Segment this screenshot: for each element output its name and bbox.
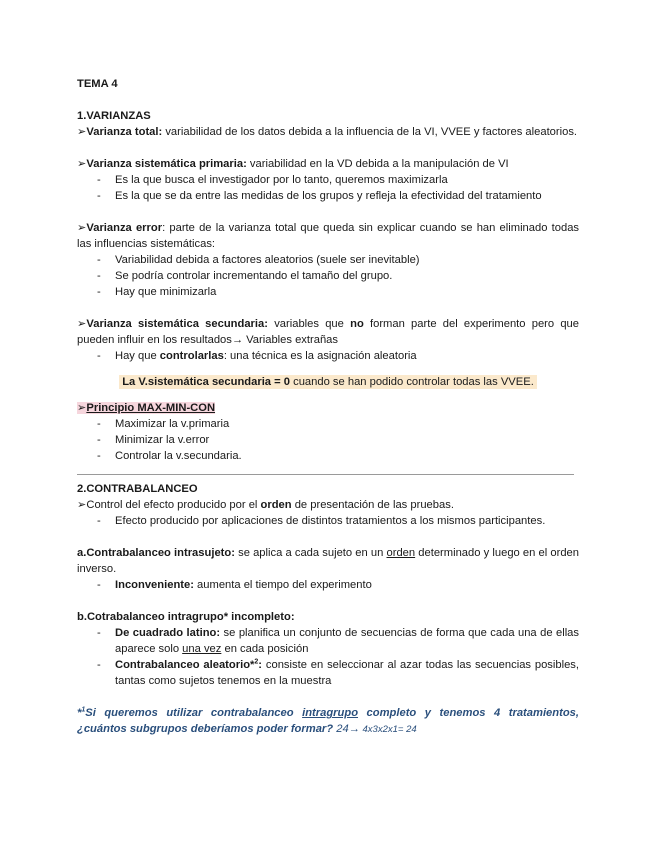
- q-post: completo y tenemos 4 tratamientos,¿cuántos subgrupos deberíamos poder formar?: [77, 707, 580, 735]
- section-tema: TEMA 4: [77, 78, 118, 90]
- bullet-arrow: ➢: [77, 499, 87, 511]
- section-divider: [77, 474, 574, 475]
- item-pre: Hay que: [115, 350, 160, 362]
- item2-colon: :: [258, 659, 263, 671]
- item-bold: Inconveniente:: [115, 579, 194, 591]
- list-item: - Es la que busca el investigador por lo tanto, queremos maximizarla: [97, 172, 579, 188]
- term-intrasujeto: a.Contrabalanceo intrasujeto:: [77, 547, 235, 559]
- bullet-arrow: ➢: [77, 126, 87, 138]
- def-part1: variables que: [267, 318, 351, 330]
- list-primaria: [77, 172, 579, 204]
- para-varianza-secundaria: [77, 316, 579, 348]
- def-varianza-error: : parte de la varianza total que queda sin explicar cuando se han eliminado todas las influencias sistemáticas:: [77, 222, 580, 250]
- list-intragrupo: [77, 625, 579, 689]
- list-principio: [77, 416, 579, 464]
- a-post: determinado y luego en el orden inverso.: [77, 547, 579, 575]
- list-item: - Efecto producido por aplicaciones de distintos tratamientos a los mismos participantes.: [97, 513, 579, 529]
- intro-bold: orden: [260, 499, 292, 511]
- list-item: - Maximizar la v.primaria: [97, 416, 579, 432]
- q-sup: 1: [81, 706, 86, 714]
- list-intro: [77, 513, 579, 529]
- q-mark: *: [77, 707, 82, 719]
- term-varianza-error: Varianza error: [86, 222, 163, 234]
- word-no: no: [350, 318, 364, 330]
- list-secundaria: [77, 348, 579, 364]
- bullet-arrow: ➢: [77, 158, 87, 170]
- list-item: - Hay que minimizarla: [97, 284, 579, 300]
- intro-post: de presentación de las pruebas.: [291, 499, 454, 511]
- para-intro-contrabalanceo: [77, 497, 579, 513]
- def-part2: forman parte del experimento pero que pueden influir en los resultados→ Variables extrañas: [77, 318, 579, 346]
- intro-pre: Control del efecto producido por el: [86, 499, 261, 511]
- note-bold: La V.sistemática secundaria = 0: [122, 376, 290, 388]
- list-error: [77, 252, 579, 300]
- list-item: - Es la que se da entre las medidas de los grupos y refleja la efectividad del tratamiento: [97, 188, 579, 204]
- principio-highlight: [77, 402, 215, 414]
- term-varianza-primaria: Varianza sistemática primaria:: [86, 158, 247, 170]
- bullet-arrow: ➢: [77, 318, 87, 330]
- q-pre: Si queremos utilizar contrabalanceo: [85, 707, 303, 719]
- a-pre: se aplica a cada sujeto en un: [234, 547, 387, 559]
- bullet-arrow: ➢: [77, 222, 87, 234]
- item1-underline: una vez: [182, 643, 222, 655]
- list-item: - Variabilidad debida a factores aleatorios (suele ser inevitable): [97, 252, 579, 268]
- list-item: - Minimizar la v.error: [97, 432, 579, 448]
- list-item: [97, 625, 579, 657]
- note-text: cuando se han podido controlar todas las VVEE.: [290, 376, 534, 388]
- bullet-arrow: ➢: [77, 402, 87, 414]
- term-intragrupo: b.Cotrabalanceo intragrupo* incompleto:: [77, 611, 295, 623]
- def-varianza-total: variabilidad de los datos debida a la influencia de la VI, VVEE y factores aleatorios.: [162, 126, 578, 138]
- highlight-note: [77, 374, 579, 390]
- item1-bold: De cuadrado latino:: [115, 627, 221, 639]
- q-calc: 4x3x2x1= 24: [359, 724, 417, 735]
- list-item: - Se podría controlar incrementando el tamaño del grupo.: [97, 268, 579, 284]
- q-underline: intragrupo: [302, 707, 359, 719]
- item2-sup: 2: [254, 658, 259, 666]
- item2-text: consiste en seleccionar al azar todas las secuencias posibles, tantas como sujetos tenemos en la muestra: [115, 659, 580, 687]
- para-principio: [77, 400, 579, 416]
- item1-pre: se planifica un conjunto de secuencias de forma que cada una de ellas aparece solo: [115, 627, 579, 655]
- def-varianza-primaria: variabilidad en la VD debida a la manipulación de VI: [246, 158, 509, 170]
- list-item: [97, 348, 579, 364]
- list-item: - Controlar la v.secundaria.: [97, 448, 579, 464]
- question-note: [77, 705, 579, 738]
- list-item: [97, 577, 579, 593]
- para-varianza-primaria: [77, 156, 579, 172]
- term-principio: Principio MAX-MIN-CON: [86, 402, 216, 414]
- list-intrasujeto: [77, 577, 579, 593]
- highlight-box: [119, 375, 537, 389]
- heading-contrabalanceo: 2.CONTRABALANCEO: [77, 483, 198, 495]
- item-text: aumenta el tiempo del experimento: [193, 579, 372, 591]
- para-varianza-total: [77, 124, 579, 140]
- para-intrasujeto: [77, 545, 579, 577]
- list-item: [97, 657, 579, 689]
- item2-bold: Contrabalanceo aleatorio*: [115, 659, 255, 671]
- term-varianza-total: Varianza total:: [86, 126, 163, 138]
- term-varianza-secundaria: Varianza sistemática secundaria:: [86, 318, 268, 330]
- item-post: : una técnica es la asignación aleatoria: [223, 350, 417, 362]
- heading-varianzas: 1.VARIANZAS: [77, 110, 151, 122]
- a-underline: orden: [386, 547, 416, 559]
- q-answer: 24→: [333, 723, 360, 735]
- item1-post: en cada posición: [221, 643, 309, 655]
- item-bold: controlarlas: [159, 350, 224, 362]
- para-varianza-error: [77, 220, 579, 252]
